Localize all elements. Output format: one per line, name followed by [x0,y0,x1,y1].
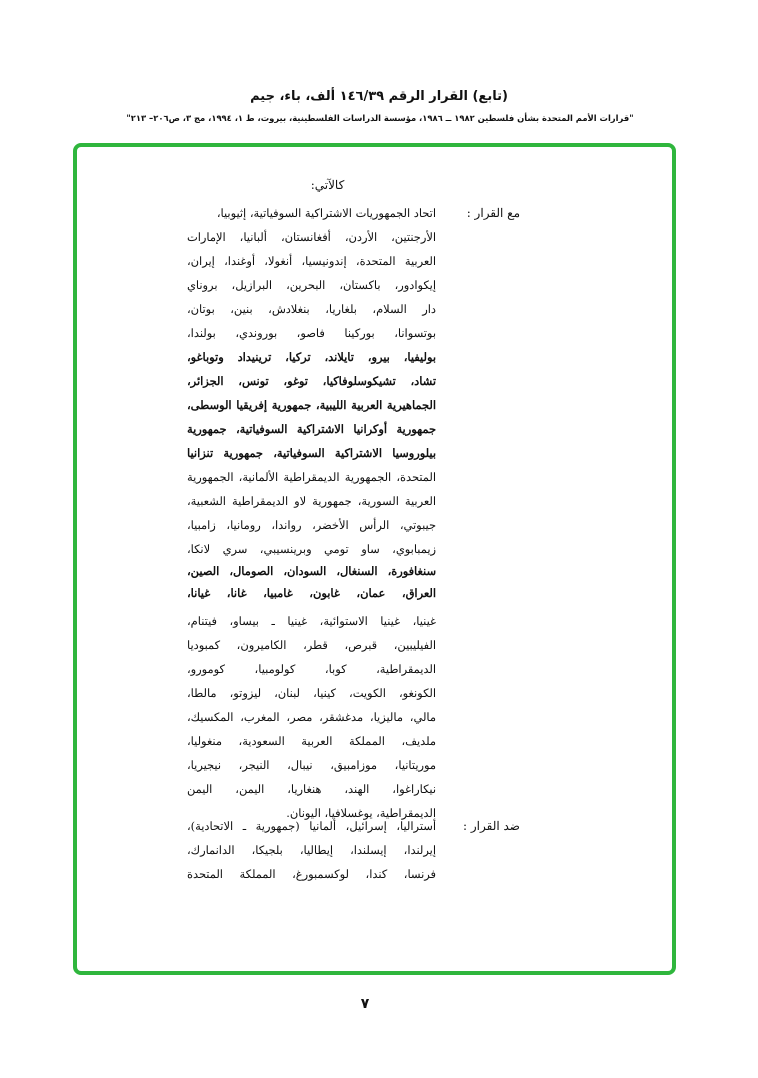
country-list-line: العربية السورية، جمهورية لاو الديمقراطية الشعبية، [187,494,436,508]
country-list-line: إيكوادور، باكستان، البحرين، البرازيل، بروناي [187,278,436,292]
country-list-line: تشاد، تشيكوسلوفاكيا، توغو، تونس، الجزائر، [187,374,436,388]
country-list-line: الجماهيرية العربية الليبية، جمهورية إفريقيا الوسطى، [187,398,436,412]
in-favour-label: مع القرار : [466,206,520,220]
country-list-line: بوتسوانا، بوركينا فاصو، بوروندي، بولندا، [187,326,436,340]
page-number: ٧ [360,996,370,1012]
country-list-line: بوليفيا، بيرو، تايلاند، تركيا، ترينيداد وتوباغو، [187,350,436,364]
country-list-line: المتحدة، الجمهورية الديمقراطية الألمانية، الجمهورية [187,470,436,484]
against-label: ضد القرار : [463,819,520,833]
country-list-line: دار السلام، بلغاريا، بنغلادش، بنين، بوتان، [187,302,436,316]
country-list-line: جيبوتي، الرأس الأخضر، رواندا، رومانيا، زامبيا، [187,518,436,532]
country-list-line: جمهورية أوكرانيا الاشتراكية السوفياتية، جمهورية [187,422,436,436]
country-list-line: أستراليا، إسرائيل، ألمانيا (جمهورية ـ الاتحادية)، [187,819,436,833]
against-countries [187,814,436,886]
country-list-line: إيرلندا، إيسلندا، إيطاليا، بلجيكا، الدانمارك، [187,843,436,857]
country-list-line: مالي، ماليزيا، مدغشقر، مصر، المغرب، المكسيك، [187,710,436,724]
country-list-line: زيمبابوي، ساو تومي وبرينسيبي، سري لانكا، [187,542,436,556]
country-list-line: الديمقراطية، يوغسلافيا، اليونان. [286,806,436,820]
country-list-line: الفيليبين، قبرص، قطر، الكاميرون، كمبوديا [187,638,436,652]
source-citation: "قرارات الأمم المتحدة بشأن فلسطين ١٩٨٢ ــ ١٩٨٦، مؤسسة الدراسات الفلسطينية، بيروت، ط ١، ١٩٩٤، مج ٣، ص٢٠٦– ٢١٣" [126,113,634,123]
country-list-line: ملديف، المملكة العربية السعودية، منغوليا، [187,734,436,748]
country-list-line: اتحاد الجمهوريات الاشتراكية السوفياتية، إثيوبيا، [216,206,436,220]
country-list-line: موريتانيا، موزامبيق، نيبال، النيجر، نيجيريا، [187,758,436,772]
country-list-line: العراق، عمان، غابون، غامبيا، غانا، غيانا، [187,586,436,600]
in-favour-countries [187,201,436,825]
country-list-line: غينيا، غينيا الاستوائية، غينيا ـ بيساو، فيتنام، [187,614,436,628]
country-list-line: العربية المتحدة، إندونيسيا، أنغولا، أوغندا، إيران، [187,254,436,268]
country-list-line: الديمقراطية، كوبا، كولومبيا، كومورو، [187,662,436,676]
country-list-line: الأرجنتين، الأردن، أفغانستان، ألبانيا، الإمارات [187,230,436,244]
page-title: (تابع) القرار الرقم ١٤٦/٣٩ ألف، باء، جيم [250,89,508,104]
country-list-line: الكونغو، الكويت، كينيا، لبنان، ليزوتو، مالطا، [187,686,436,700]
country-list-line: فرنسا، كندا، لوكسمبورغ، المملكة المتحدة [187,867,436,881]
country-list-line: نيكاراغوا، الهند، هنغاريا، اليمن، اليمن [187,782,436,796]
country-list-line: بيلوروسيا الاشتراكية السوفياتية، جمهورية تنزانيا [187,446,436,460]
intro-text: كالآتي: [310,178,345,192]
country-list-line: سنغافورة، السنغال، السودان، الصومال، الصين، [187,564,436,578]
